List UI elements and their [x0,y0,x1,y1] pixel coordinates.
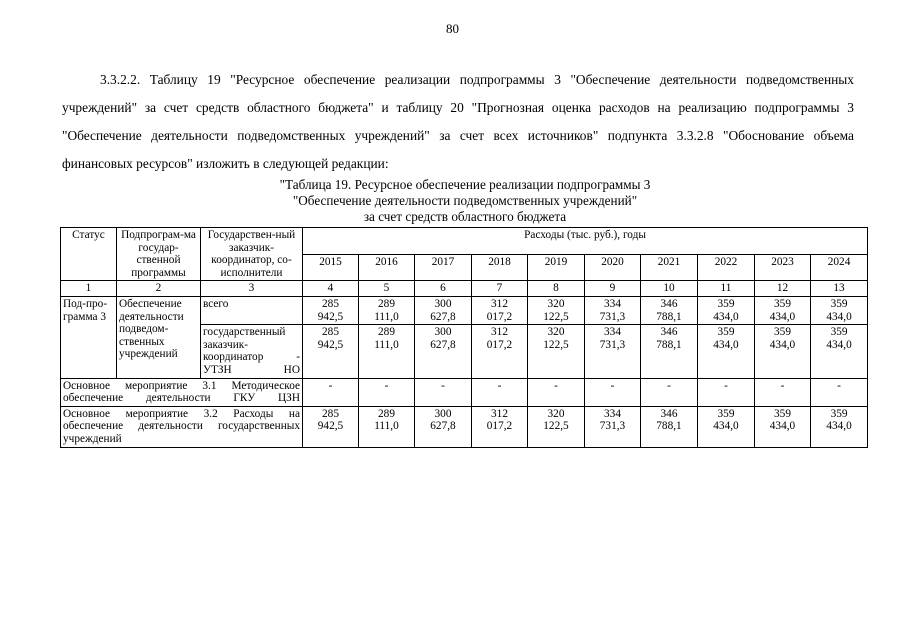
event-3-1-label: Основное мероприятие 3.1 Методическое обеспечение деятельности ГКУ ЦЗН [61,378,303,406]
value-cell: 359 434,0 [698,296,755,324]
column-number: 7 [472,281,528,297]
resource-table [60,227,868,448]
value-cell: 359 434,0 [698,325,755,378]
value-cell: 285 942,5 [303,406,359,447]
column-number: 10 [641,281,698,297]
value-cell: 359 434,0 [755,296,811,324]
value-cell: 289 111,0 [359,296,415,324]
value-cell: 359 434,0 [811,296,868,324]
column-number: 13 [811,281,868,297]
status-cell: Под-про-грамма 3 [61,296,117,378]
value-cell: - [585,378,641,406]
column-number: 1 [61,281,117,297]
header-customer: Государствен-ный заказчик-координатор, со-исполнители [201,228,303,281]
value-cell: 334 731,3 [585,406,641,447]
column-number: 2 [117,281,201,297]
column-number: 9 [585,281,641,297]
value-cell: 312 017,2 [472,296,528,324]
value-cell: - [811,378,868,406]
table-row-event-3-1 [61,378,868,406]
value-cell: 320 122,5 [528,406,585,447]
customer-state-cell: государственный заказчик-координатор - УТЗН НО [201,325,303,378]
value-cell: - [641,378,698,406]
header-year: 2019 [528,254,585,281]
column-number: 3 [201,281,303,297]
value-cell: - [303,378,359,406]
header-row-1 [61,228,868,255]
caption-line-1: "Таблица 19. Ресурсное обеспечение реализации подпрограммы 3 [279,177,651,192]
column-number: 4 [303,281,359,297]
value-cell: 359 434,0 [698,406,755,447]
table-row-subprogram-total [61,296,868,324]
page-number: 80 [446,21,459,36]
value-cell: 359 434,0 [755,325,811,378]
value-cell: 312 017,2 [472,406,528,447]
value-cell: 359 434,0 [811,406,868,447]
value-cell: 346 788,1 [641,406,698,447]
caption-line-3: за счет средств областного бюджета [363,209,567,224]
value-cell: 346 788,1 [641,296,698,324]
value-cell: 312 017,2 [472,325,528,378]
table-caption [62,177,868,225]
customer-total-cell: всего [201,296,303,324]
intro-paragraph [62,66,854,178]
column-number: 6 [415,281,472,297]
header-year: 2018 [472,254,528,281]
value-cell: 289 111,0 [359,406,415,447]
column-number: 5 [359,281,415,297]
value-cell: - [415,378,472,406]
value-cell: 359 434,0 [755,406,811,447]
value-cell: 300 627,8 [415,296,472,324]
header-year: 2015 [303,254,359,281]
column-number-row [61,281,868,297]
value-cell: - [472,378,528,406]
value-cell: 285 942,5 [303,325,359,378]
header-subprogram: Подпрограм-ма государ-ственной программы [117,228,201,281]
header-status: Статус [61,228,117,281]
header-year: 2016 [359,254,415,281]
value-cell: 346 788,1 [641,325,698,378]
column-number: 11 [698,281,755,297]
value-cell: 334 731,3 [585,296,641,324]
value-cell: - [698,378,755,406]
header-year: 2022 [698,254,755,281]
intro-text: 3.3.2.2. Таблицу 19 "Ресурсное обеспечение реализации подпрограммы 3 "Обеспечение деятельности подведомственных учреждений" за счет средств областного бюджета" и таблицу 20 "Прогнозная оценка расходов на реализацию подпрограммы 3 "Обеспечение деятельности подведомственных учреждений" за счет всех источников" подпункта 3.3.2.8 "Обоснование объема финансовых ресурсов" изложить в следующей редакции: [62,72,854,171]
header-expenses: Расходы (тыс. руб.), годы [303,228,868,255]
header-year: 2021 [641,254,698,281]
value-cell: 300 627,8 [415,325,472,378]
header-year: 2023 [755,254,811,281]
value-cell: 300 627,8 [415,406,472,447]
column-number: 8 [528,281,585,297]
value-cell: 320 122,5 [528,325,585,378]
value-cell: - [528,378,585,406]
header-year: 2020 [585,254,641,281]
header-year: 2017 [415,254,472,281]
header-year: 2024 [811,254,868,281]
table-row-event-3-2 [61,406,868,447]
column-number: 12 [755,281,811,297]
value-cell: 285 942,5 [303,296,359,324]
event-3-2-label: Основное мероприятие 3.2 Расходы на обеспечение деятельности государственных учреждений [61,406,303,447]
value-cell: 359 434,0 [811,325,868,378]
caption-line-2: "Обеспечение деятельности подведомственных учреждений" [292,193,638,208]
subprogram-cell: Обеспечение деятельности подведом-ственных учреждений [117,296,201,378]
value-cell: 289 111,0 [359,325,415,378]
value-cell: 320 122,5 [528,296,585,324]
value-cell: - [755,378,811,406]
value-cell: 334 731,3 [585,325,641,378]
value-cell: - [359,378,415,406]
